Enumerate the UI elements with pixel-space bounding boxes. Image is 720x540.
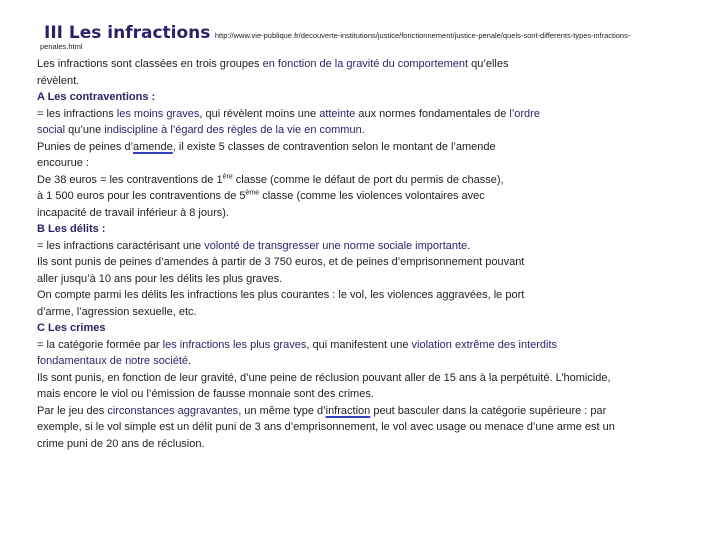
section-a-line (37, 188, 677, 205)
text: à 1 500 euros pour les contraventions de 5 (37, 190, 246, 202)
highlight: fondamentaux de notre société (37, 355, 189, 367)
text: = les infractions caractérisant une (37, 239, 205, 252)
text: , qui manifestent une (306, 338, 412, 351)
text: . (467, 239, 471, 252)
highlight: violation extrême des interdits (411, 338, 558, 351)
section-a-line (37, 122, 677, 139)
underlined-term: amende (133, 140, 173, 153)
text: classe (comme les violences volontaires avec (259, 190, 485, 202)
text: classe (comme le défaut de port du permis de chasse), (232, 173, 504, 186)
section-c-line: crime puni de 20 ans de réclusion. (37, 437, 205, 450)
section-c-line: mais encore le viol ou l’émission de fausse monnaie sont des crimes. (37, 388, 374, 400)
section-b-title: B Les délits : (37, 223, 106, 235)
source-url-continued[interactable]: penales.html (40, 42, 83, 51)
section-b-line: On compte parmi les délits les infractions les plus courantes : le vol, les violences aggravées, le port (37, 289, 525, 301)
text: . (188, 355, 192, 367)
section-b-line (37, 238, 677, 255)
text: , un même type d’ (238, 404, 326, 417)
text: Par le jeu des (37, 404, 108, 417)
header (44, 23, 630, 43)
intro-line: révèlent. (37, 74, 80, 87)
section-c-line (37, 337, 677, 354)
highlight: social (37, 124, 66, 136)
highlight: les infractions les plus graves (162, 338, 307, 351)
text: , qui révèlent moins une (199, 107, 320, 120)
intro-line (37, 56, 677, 73)
section-b-line: d’arme, l’agression sexuelle, etc. (37, 305, 197, 318)
highlight: circonstances aggravantes (107, 404, 239, 417)
section-b-line: Ils sont punis de peines d’amendes à partir de 3 750 euros, et de peines d’emprisonnement pouvant (37, 256, 525, 268)
text: De 38 euros = les contraventions de 1 (37, 173, 223, 186)
highlight: atteinte (319, 107, 356, 120)
highlight: indiscipline à l’égard des règles de la vie en commun (104, 124, 362, 136)
section-a-title: A Les contraventions : (37, 91, 156, 103)
text: . (361, 124, 365, 136)
text: Les infractions sont classées en trois groupes (37, 58, 263, 70)
highlight: l’ordre (509, 107, 540, 120)
section-a-line (37, 172, 677, 189)
section-c-line (37, 403, 677, 420)
section-c-title: C Les crimes (37, 322, 106, 334)
section-c-line: exemple, si le vol simple est un délit puni de 3 ans d’emprisonnement, le vol avec usage ou menace d’une arme est un (37, 421, 615, 433)
text: , il existe 5 classes de contravention selon le montant de l’amende (172, 140, 496, 153)
text: = les infractions (37, 107, 117, 120)
text: aux normes fondamentales de (355, 107, 510, 120)
underlined-term: infraction (325, 404, 371, 417)
section-c-line: Ils sont punis, en fonction de leur gravité, d’une peine de réclusion pouvant aller de 15 ans à la perpétuité. L’homicide, (37, 371, 611, 384)
highlight: volonté de transgresser une norme sociale importante (204, 239, 468, 252)
page-title: III Les infractions (44, 23, 211, 43)
section-a-line (37, 139, 677, 156)
text: qu’une (65, 124, 105, 136)
superscript: ème (245, 189, 260, 197)
text: qu’elles (468, 58, 509, 70)
section-a-line (37, 106, 677, 123)
highlight: en fonction de la gravité du comportement (262, 58, 469, 70)
superscript: ère (222, 172, 233, 180)
section-c-line (37, 353, 677, 370)
text: = la catégorie formée par (37, 338, 163, 351)
section-b-line: aller jusqu’à 10 ans pour les délits les plus graves. (37, 272, 283, 285)
source-url[interactable]: http://www.vie-publique.fr/decouverte-institutions/justice/fonctionnement/justice-penale/quels-sont-differents-types-infractions- (214, 31, 631, 40)
text: Punies de peines d’ (37, 140, 134, 153)
document-body (37, 56, 677, 452)
section-a-line: incapacité de travail inférieur à 8 jours). (37, 206, 229, 219)
text: peut basculer dans la catégorie supérieure : par (370, 404, 607, 417)
section-a-line: encourue : (37, 157, 89, 169)
highlight: les moins graves (116, 107, 200, 120)
